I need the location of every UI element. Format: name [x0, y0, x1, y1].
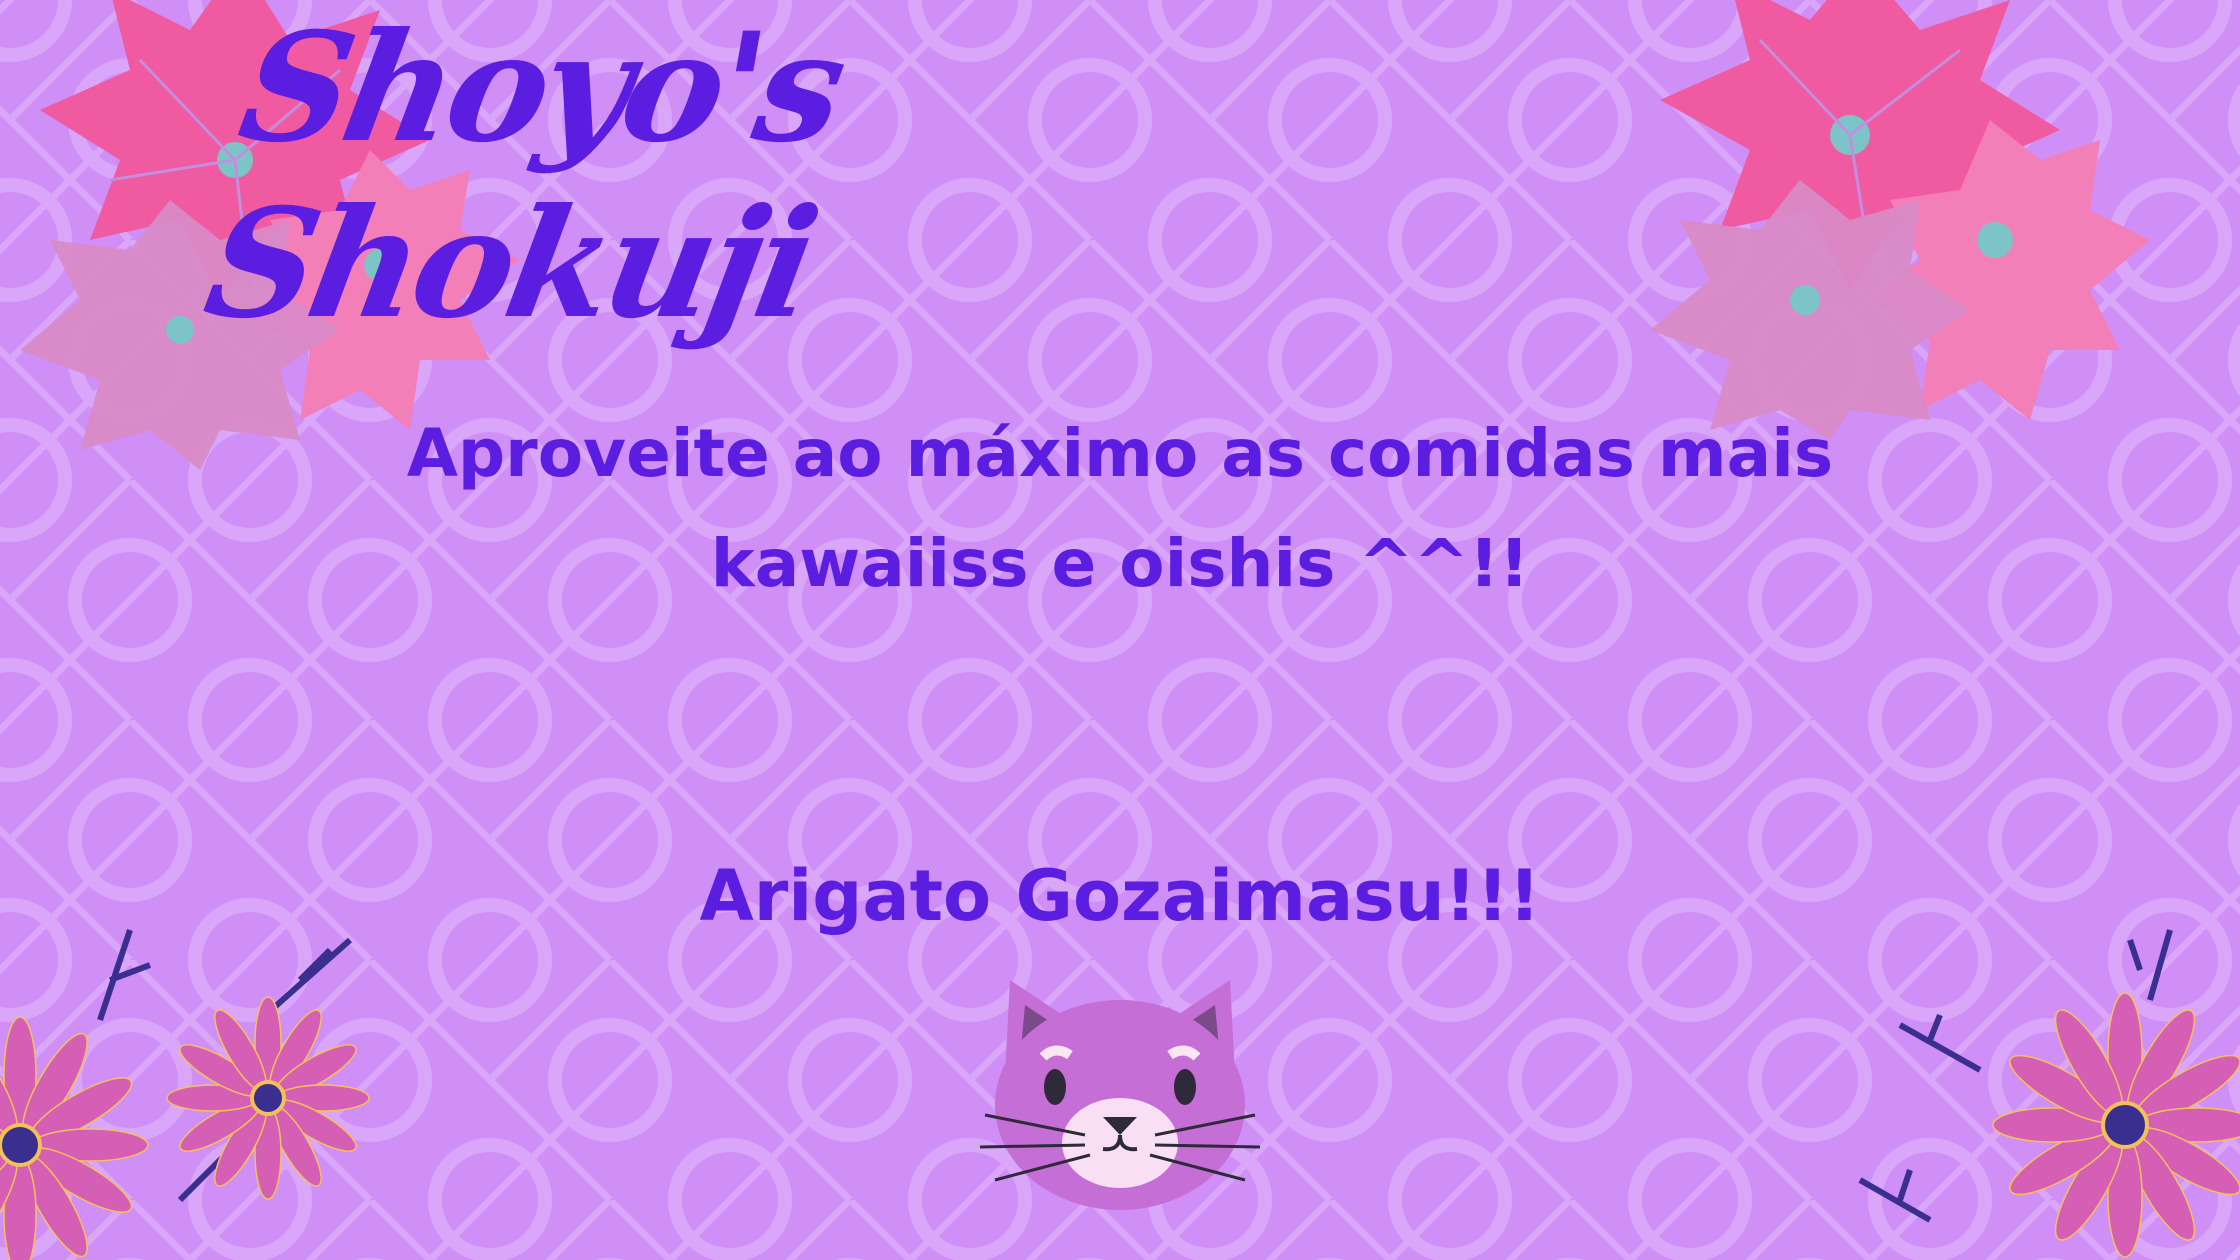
brand-title: Shoyo's Shokuji: [194, 0, 853, 352]
cat-face-icon: [975, 975, 1265, 1215]
daisy-icon: [0, 920, 380, 1260]
thanks-text: Arigato Gozaimasu!!!: [699, 855, 1541, 937]
daisy-icon: [1840, 920, 2240, 1260]
message-line-2: kawaiiss e oishis ^^!!: [710, 525, 1530, 602]
message-line-1: Aproveite ao máximo as comidas mais: [406, 415, 1834, 492]
carnation-icon: [1630, 0, 2150, 440]
